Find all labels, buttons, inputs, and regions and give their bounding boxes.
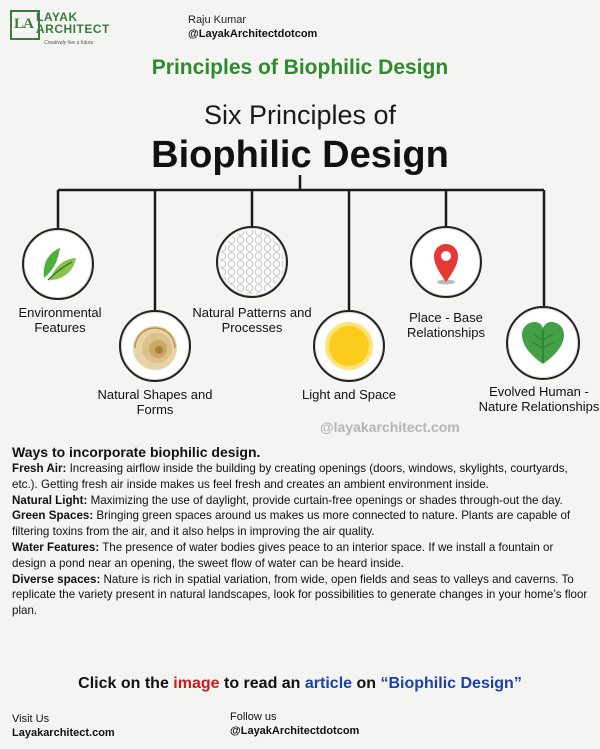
author-name: Raju Kumar [188,14,247,26]
item-term: Green Spaces: [12,509,94,523]
cta-text: Click on the [78,675,174,692]
cta-topic[interactable]: “Biophilic Design” [380,675,522,692]
principle-place-base [410,226,482,298]
ways-heading: Ways to incorporate biophilic design. [12,444,261,460]
author-credit [188,13,317,41]
brand-logo[interactable] [10,10,120,50]
watermark: @layakarchitect.com [320,419,460,435]
item-text: Bringing green spaces around us makes us more connected to nature. Plants are capable of filtering toxins from the air, and it also helps in improving the air quality. [12,509,571,539]
follow-label: Follow us [230,711,277,723]
cta-image-link[interactable]: image [173,675,220,692]
sun-icon [315,312,383,380]
heart-leaf-icon [508,308,578,378]
item-term: Natural Light: [12,493,88,507]
item-text: Nature is rich in spatial variation, from wide, open fields and seas to valleys and caverns. To replicate the variety present in natural landscapes, look for possibilities to generate changes in your home’s floor plan. [12,572,588,618]
cta-text: on [352,675,381,692]
social-handle-link[interactable]: @LayakArchitectdotcom [230,725,360,737]
logo-tagline: Creatively live a future [44,40,94,46]
logo-wordmark [36,11,110,35]
principle-label: Natural Shapes and Forms [97,387,213,417]
principle-label: Evolved Human - Nature Relationships [478,384,600,414]
website-link[interactable]: Layakarchitect.com [12,727,115,739]
list-item [12,461,590,493]
diagram-title-line2: Biophilic Design [151,134,449,176]
diagram-title-line1: Six Principles of [203,100,397,130]
principle-natural-shapes [119,310,191,382]
cta-article-link[interactable]: article [304,675,353,692]
list-item [12,493,590,509]
leaf-icon [24,230,92,298]
item-term: Fresh Air: [12,462,67,475]
list-item [12,508,590,540]
list-item [12,572,590,619]
location-pin-icon [412,228,480,296]
visit-label: Visit Us [12,713,50,725]
page-title: Principles of Biophilic Design [151,56,449,79]
item-text: Maximizing the use of daylight, provide curtain-free openings or shades through-out the day. [87,493,563,507]
principle-light-and-space [313,310,385,382]
logo-name-line2: ARCHITECT [36,22,110,36]
item-term: Diverse spaces: [12,572,101,586]
shell-icon [121,312,189,380]
principle-label: Environmental Features [18,305,102,335]
ways-list [12,461,590,619]
item-text: The presence of water bodies gives peace to an interior space. If we install a fountain or design a pond near an opening, the sweet flow of water can be heard inside. [12,540,554,570]
principle-natural-patterns [216,226,288,298]
list-item [12,540,590,572]
call-to-action[interactable] [0,675,600,693]
item-text: Increasing airflow inside the building by creating openings (doors, windows, skylights, courtyards, etc.). Getting fresh air inside makes us feel fresh and creates an ambient environment inside. [12,462,568,491]
principle-label: Place - Base Relationships [406,310,486,340]
logo-name-line1: LAYAK [36,10,78,24]
footer-follow [230,710,359,738]
cta-text: to read an [219,675,305,692]
author-handle[interactable]: @LayakArchitectdotcom [188,28,318,40]
honeycomb-pattern-icon [218,228,286,296]
item-term: Water Features: [12,540,100,554]
principle-evolved-human-nature [506,306,580,380]
footer-visit [12,712,115,740]
principle-label: Light and Space [302,387,396,402]
logo-mark: LA [14,16,33,32]
principle-environmental-features [22,228,94,300]
principle-label: Natural Patterns and Processes [192,305,312,335]
